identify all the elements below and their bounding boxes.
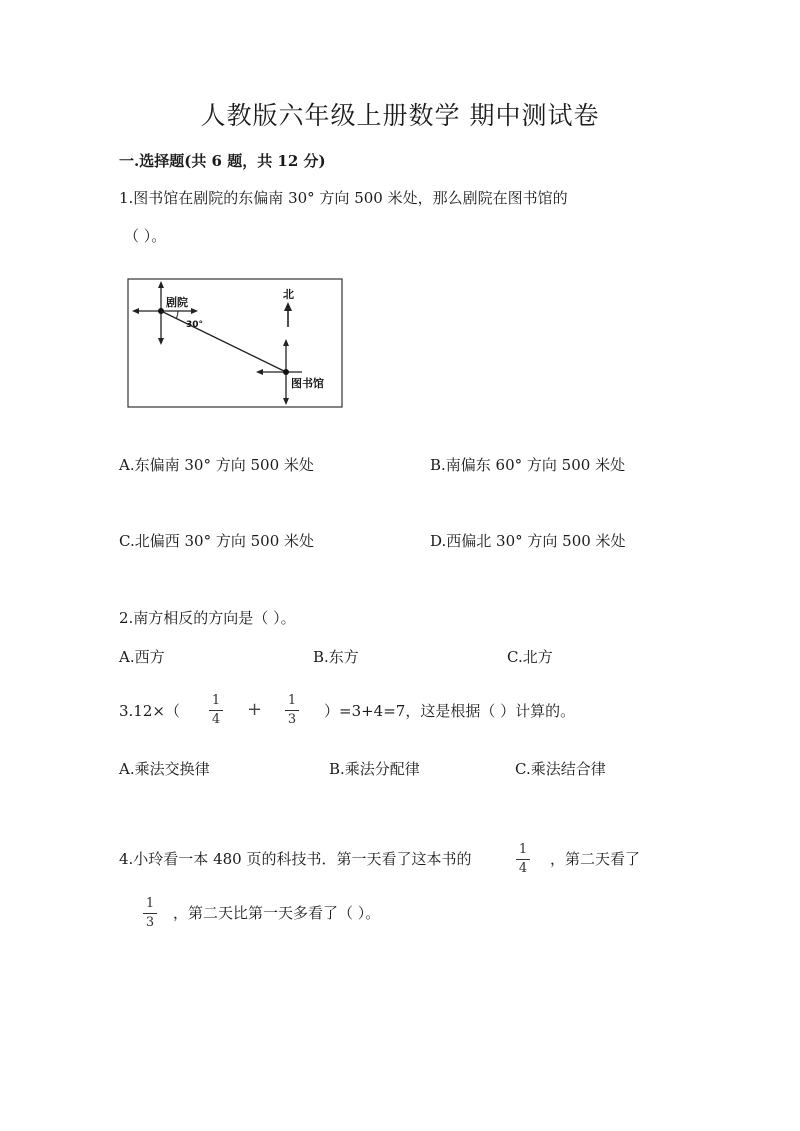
section-heading: 一.选择题(共 6 题，共 12 分) xyxy=(119,152,326,170)
theater-arrow-up xyxy=(158,281,164,288)
question-4-line-2: ，第二天比第一天多看了（ ）。 xyxy=(173,904,381,922)
plus-sign: + xyxy=(247,699,263,720)
fraction-numerator: 1 xyxy=(287,693,297,708)
fraction-denominator: 4 xyxy=(211,712,221,727)
q3-fraction-1 xyxy=(206,693,226,728)
q2-option-c[interactable]: C.北方 xyxy=(507,648,553,666)
q3-option-a[interactable]: A.乘法交换律 xyxy=(119,760,210,778)
q2-option-b[interactable]: B.东方 xyxy=(313,648,359,666)
q1-option-c[interactable]: C.北偏西 30° 方向 500 米处 xyxy=(119,532,315,550)
direction-diagram xyxy=(126,275,346,411)
theater-label: 剧院 xyxy=(166,296,188,309)
fraction-denominator: 4 xyxy=(518,861,528,876)
question-4-mid: ，第二天看了 xyxy=(550,850,641,868)
q1-option-a[interactable]: A.东偏南 30° 方向 500 米处 xyxy=(119,456,314,474)
fraction-numerator: 1 xyxy=(518,842,528,857)
library-arrow-down xyxy=(283,398,289,405)
q1-option-d[interactable]: D.西偏北 30° 方向 500 米处 xyxy=(430,532,626,550)
north-arrow-icon xyxy=(284,302,292,311)
q4-fraction-1 xyxy=(513,842,533,877)
question-2-text: 2.南方相反的方向是（ ）。 xyxy=(119,609,296,627)
question-4-text: 4.小玲看一本 480 页的科技书．第一天看了这本书的 xyxy=(119,850,472,868)
fraction-bar xyxy=(516,859,530,860)
q3-option-c[interactable]: C.乘法结合律 xyxy=(515,760,606,778)
angle-label: 30° xyxy=(186,320,204,330)
q2-option-a[interactable]: A.西方 xyxy=(119,648,165,666)
fraction-denominator: 3 xyxy=(145,915,155,930)
library-point xyxy=(283,369,289,375)
fraction-bar xyxy=(285,710,299,711)
question-3-suffix: ）=3+4=7，这是根据（ ）计算的。 xyxy=(324,702,576,720)
library-arrow-up xyxy=(283,339,289,346)
theater-library-line xyxy=(161,311,286,372)
fraction-numerator: 1 xyxy=(211,693,221,708)
fraction-denominator: 3 xyxy=(287,712,297,727)
question-1-text: 1.图书馆在剧院的东偏南 30° 方向 500 米处，那么剧院在图书馆的 xyxy=(119,189,568,207)
library-arrow-left xyxy=(256,369,263,375)
library-label: 图书馆 xyxy=(291,377,324,390)
fraction-bar xyxy=(143,913,157,914)
fraction-numerator: 1 xyxy=(145,896,155,911)
question-1-blank: （ ）。 xyxy=(124,227,167,245)
theater-arrow-left xyxy=(132,308,139,314)
angle-arc xyxy=(177,311,179,318)
q3-option-b[interactable]: B.乘法分配律 xyxy=(329,760,420,778)
theater-arrow-right xyxy=(191,308,198,314)
fraction-bar xyxy=(209,710,223,711)
q1-option-b[interactable]: B.南偏东 60° 方向 500 米处 xyxy=(430,456,626,474)
question-3-prefix: 3.12×（ xyxy=(119,702,180,720)
q4-fraction-2 xyxy=(140,896,160,931)
theater-arrow-down xyxy=(158,338,164,345)
q3-fraction-2 xyxy=(282,693,302,728)
north-label: 北 xyxy=(283,288,294,301)
page-title: 人教版六年级上册数学 期中测试卷 xyxy=(200,101,600,130)
